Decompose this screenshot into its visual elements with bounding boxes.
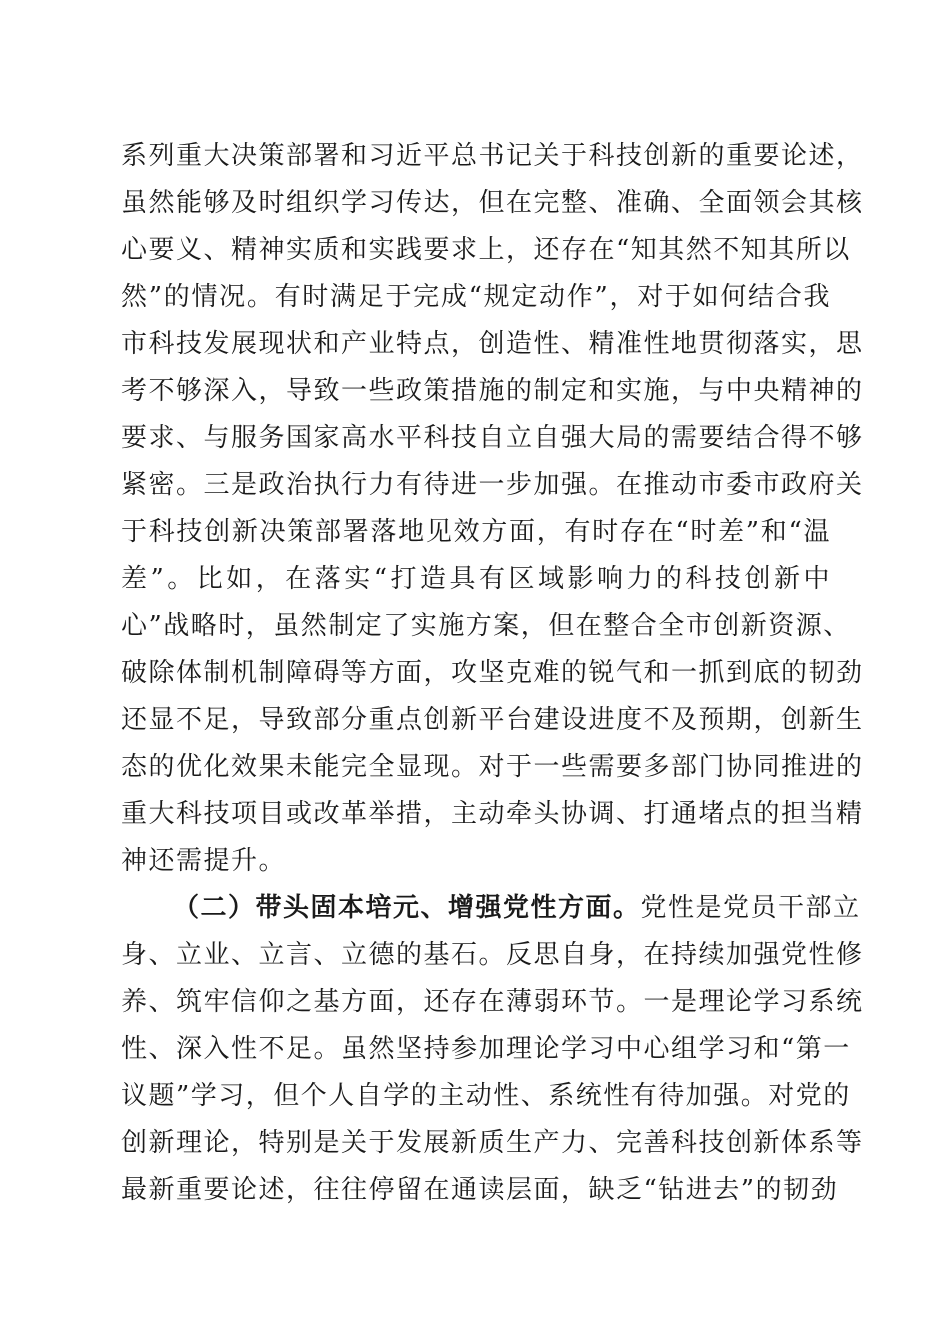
section-heading: （二）带头固本培元、增强党性方面。	[173, 893, 641, 923]
p1-line-15: 重大科技项目或改革举措，主动牵头协调、打通堵点的担当精	[121, 799, 864, 829]
p1-line-4: 然”的情况。有时满足于完成“规定动作”，对于如何结合我	[121, 282, 831, 312]
p2-first-line-rest: 党性是党员干部立	[640, 893, 861, 923]
p1-line-10: 差”。比如，在落实“打造具有区域影响力的科技创新中	[121, 564, 831, 594]
p2-line-5: 议题”学习，但个人自学的主动性、系统性有待加强。对党的	[121, 1081, 851, 1111]
p1-line-6: 考不够深入，导致一些政策措施的制定和实施，与中央精神的	[121, 376, 864, 406]
p1-line-7: 要求、与服务国家高水平科技自立自强大局的需要结合得不够	[121, 423, 864, 453]
p1-line-16: 神还需提升。	[121, 846, 287, 876]
p1-line-1: 系列重大决策部署和习近平总书记关于科技创新的重要论述，	[121, 141, 864, 171]
p1-line-9: 于科技创新决策部署落地见效方面，有时存在“时差”和“温	[121, 517, 831, 547]
body-text	[121, 133, 864, 1214]
p1-line-8: 紧密。三是政治执行力有待进一步加强。在推动市委市政府关	[121, 470, 864, 500]
p2-line-6: 创新理论，特别是关于发展新质生产力、完善科技创新体系等	[121, 1128, 864, 1158]
p2-line-3: 养、筑牢信仰之基方面，还存在薄弱环节。一是理论学习系统	[121, 987, 864, 1017]
p2-line-7: 最新重要论述，往往停留在通读层面，缺乏“钻进去”的韧劲	[121, 1175, 839, 1205]
p2-line-4: 性、深入性不足。虽然坚持参加理论学习中心组学习和“第一	[121, 1034, 851, 1064]
p1-line-13: 还显不足，导致部分重点创新平台建设进度不及预期，创新生	[121, 705, 864, 735]
p1-line-5: 市科技发展现状和产业特点，创造性、精准性地贯彻落实，思	[121, 329, 864, 359]
p2-line-2: 身、立业、立言、立德的基石。反思自身，在持续加强党性修	[121, 940, 864, 970]
p2-first-line	[121, 885, 861, 932]
p1-line-11: 心”战略时，虽然制定了实施方案，但在整合全市创新资源、	[121, 611, 851, 641]
p1-line-3: 心要义、精神实质和实践要求上，还存在“知其然不知其所以	[121, 235, 851, 265]
p1-line-14: 态的优化效果未能完全显现。对于一些需要多部门协同推进的	[121, 752, 864, 782]
p1-line-2: 虽然能够及时组织学习传达，但在完整、准确、全面领会其核	[121, 188, 864, 218]
p1-line-12: 破除体制机制障碍等方面，攻坚克难的锐气和一抓到底的韧劲	[121, 658, 864, 688]
